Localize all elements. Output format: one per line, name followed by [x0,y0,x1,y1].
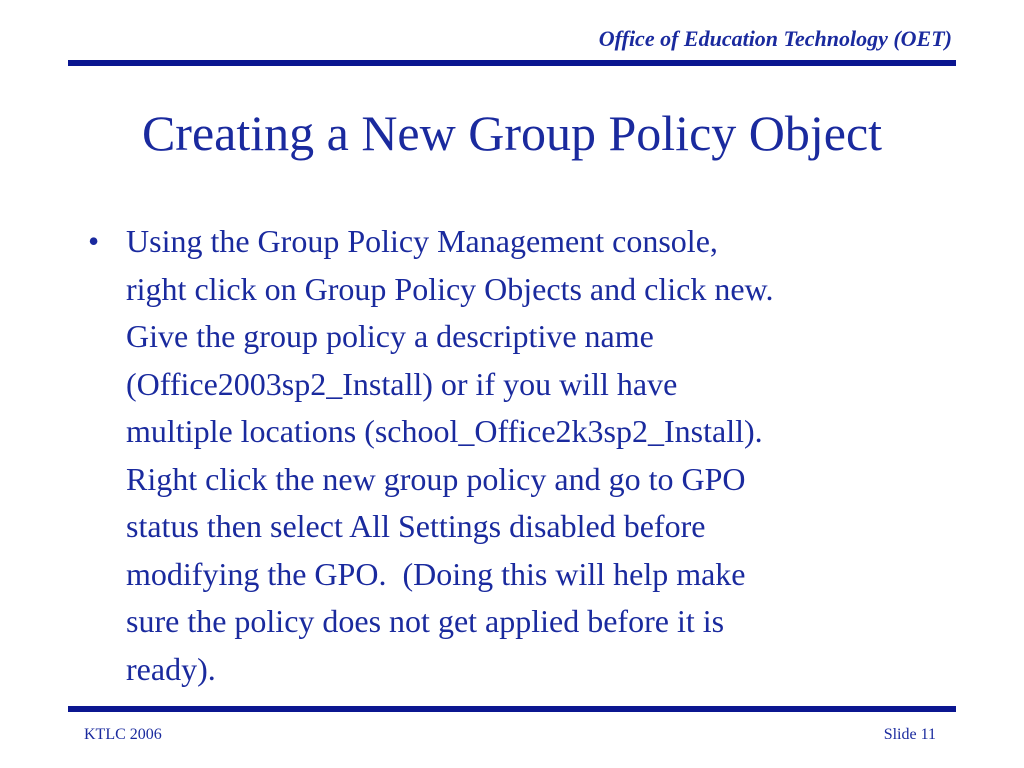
bottom-divider [68,706,956,712]
bullet-line: Using the Group Policy Management console, [126,223,718,259]
bullet-line: sure the policy does not get applied before it is [126,603,725,639]
bullet-line: status then select All Settings disabled before [126,508,706,544]
slide-number: Slide 11 [883,726,936,743]
top-divider [68,60,956,66]
bullet-list [88,218,968,693]
bullet-line: ready). [126,650,216,687]
bullet-line: right click on Group Policy Objects and click new. [126,270,774,307]
bullet-line: multiple locations (school_Office2k3sp2_Install). [126,413,763,449]
bullet-line: (Office2003sp2_Install) or if you will have [126,365,678,402]
organization-header: Office of Education Technology (OET) [598,26,952,51]
bullet-line: modifying the GPO. (Doing this will help make [126,555,746,592]
bullet-line: Right click the new group policy and go to GPO [126,460,746,497]
bullet-point-icon: • [88,223,100,259]
footer-event: KTLC 2006 [84,726,162,743]
bullet-line: Give the group policy a descriptive name [126,318,654,354]
bullet-item [88,218,968,693]
slide-title: Creating a New Group Policy Object [141,105,883,161]
